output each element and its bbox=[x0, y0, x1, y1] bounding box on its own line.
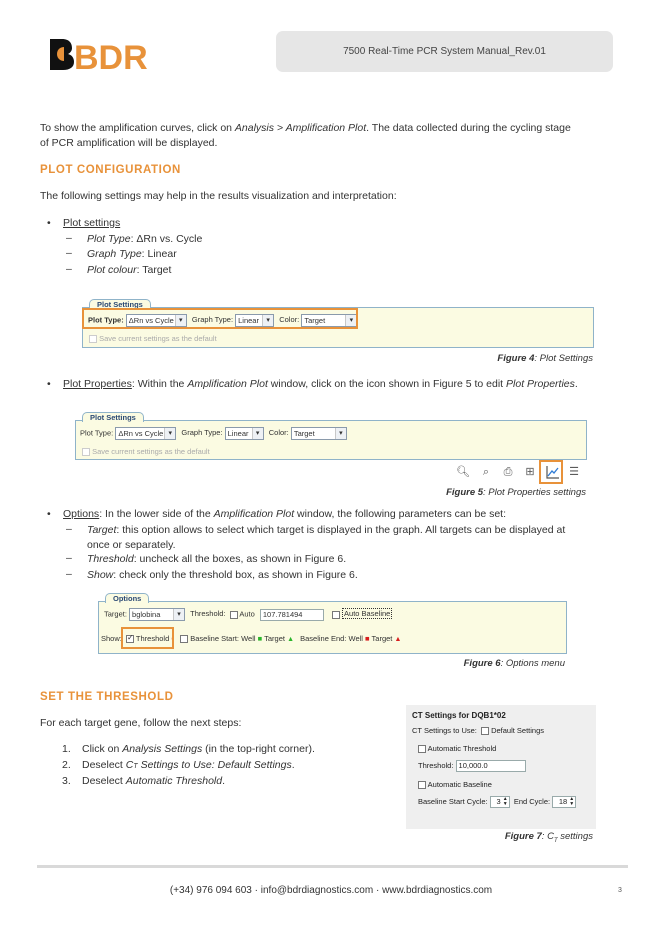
figure-6-caption: Figure 6: Options menu bbox=[463, 658, 565, 669]
save-default-checkbox[interactable] bbox=[82, 448, 90, 456]
graph-type-select[interactable]: Linear ▾ bbox=[235, 314, 274, 327]
threshold-row bbox=[418, 760, 526, 772]
auto-baseline-checkbox[interactable] bbox=[332, 611, 340, 619]
baseline-start-cycle-label: Baseline Start Cycle: bbox=[418, 796, 488, 806]
plot-configuration-heading: PLOT CONFIGURATION bbox=[40, 164, 181, 176]
auto-baseline-row bbox=[418, 780, 492, 789]
threshold-input[interactable]: 107.781494 bbox=[260, 609, 324, 621]
bdr-logo bbox=[48, 36, 148, 77]
plot-properties-line: Plot Properties: Within the Amplification Plot window, click on the icon shown in Figure 5 to edit Plot Properties. bbox=[63, 378, 578, 390]
ct-to-use-row bbox=[412, 726, 544, 735]
intro-menu-path: Analysis > Amplification Plot bbox=[234, 122, 367, 134]
auto-threshold-checkbox[interactable] bbox=[230, 611, 238, 619]
threshold-marker-icon: ▪ bbox=[171, 634, 175, 643]
green-square-icon: ■ bbox=[257, 634, 263, 643]
highlight-box bbox=[539, 460, 563, 484]
dash: – bbox=[66, 552, 72, 564]
chevron-down-icon: ▾ bbox=[262, 315, 273, 326]
plot-settings-title: Plot settings bbox=[63, 217, 121, 229]
dash: – bbox=[66, 263, 72, 275]
plot-type-label: Plot Type: bbox=[80, 428, 114, 438]
default-settings-label: Default Settings bbox=[491, 726, 545, 735]
options-row-1 bbox=[104, 608, 392, 621]
default-settings-checkbox[interactable] bbox=[481, 727, 489, 735]
figure-7-caption: Figure 7: $C_T$ settings bbox=[504, 831, 593, 844]
baseline-start-label: Baseline Start: bbox=[190, 634, 239, 643]
dash: – bbox=[66, 568, 72, 580]
threshold-label: Threshold: bbox=[190, 609, 226, 619]
graph-type-label: Graph Type: bbox=[181, 428, 223, 438]
plot-type-select[interactable]: ΔRn vs Cycle ▾ bbox=[126, 314, 187, 327]
chevron-down-icon: ▾ bbox=[345, 315, 356, 326]
ct-settings-panel bbox=[406, 705, 596, 829]
zoom-out-icon[interactable]: ⌕ bbox=[482, 466, 490, 478]
print-icon[interactable]: ⎙ bbox=[503, 466, 513, 478]
color-select[interactable]: Target ▾ bbox=[301, 314, 357, 327]
step-1: 1. Click on Analysis Settings (in the top-right corner). bbox=[62, 743, 315, 755]
red-square-icon: ■ bbox=[365, 634, 370, 643]
target-label: Target bbox=[264, 634, 285, 643]
spinner-arrows-icon[interactable]: ▲ ▼ bbox=[569, 796, 575, 807]
save-default-label: Save current settings as the default bbox=[99, 334, 217, 343]
auto-baseline-label: Auto Baseline bbox=[344, 609, 391, 619]
show-item: Show: check only the threshold box, as shown in Figure 6. bbox=[87, 569, 358, 581]
red-triangle-icon: ▲ bbox=[394, 636, 402, 643]
footer-contact: (+34) 976 094 603 · info@bdrdiagnostics.com · www.bdrdiagnostics.com bbox=[169, 885, 493, 896]
list-icon[interactable]: ☰ bbox=[569, 466, 579, 478]
bullet-dot: • bbox=[47, 508, 51, 520]
show-threshold-label: Threshold bbox=[135, 634, 170, 643]
chevron-down-icon: ▾ bbox=[173, 609, 184, 620]
graph-type-select[interactable]: Linear ▾ bbox=[225, 427, 264, 440]
footer-divider bbox=[37, 865, 628, 868]
automatic-baseline-label: Automatic Baseline bbox=[427, 780, 492, 789]
save-default-label: Save current settings as the default bbox=[92, 447, 210, 456]
zoom-in-icon[interactable]: 🔍︎ bbox=[456, 466, 470, 478]
baseline-end-label: Baseline End: bbox=[300, 634, 347, 643]
target-label: Target bbox=[371, 634, 393, 643]
plot-type-label: Plot Type: bbox=[88, 315, 124, 325]
step-2: 2. Deselect CT Settings to Use: Default Settings. bbox=[62, 759, 295, 771]
plot-config-lead: The following settings may help in the results visualization and interpretation: bbox=[40, 190, 397, 202]
panel-tab: Options bbox=[105, 593, 149, 603]
color-label: Color: bbox=[268, 428, 289, 438]
graph-type-label: Graph Type: bbox=[191, 315, 234, 325]
plot-type-select[interactable]: ΔRn vs Cycle ▾ bbox=[115, 427, 176, 440]
target-select[interactable]: bglobina ▾ bbox=[129, 608, 185, 621]
threshold-value-input[interactable]: 10,000.0 bbox=[456, 760, 526, 772]
set-threshold-heading: SET THE THRESHOLD bbox=[40, 691, 174, 703]
baseline-cycles-row bbox=[418, 796, 576, 808]
threshold-lead: For each target gene, follow the next steps: bbox=[40, 717, 242, 729]
highlight-box bbox=[121, 627, 174, 649]
highlight-box bbox=[82, 308, 358, 329]
chevron-down-icon: ▾ bbox=[164, 428, 175, 439]
end-cycle-label: End Cycle: bbox=[513, 796, 551, 806]
end-cycle-spinner[interactable]: 18 ▲ ▼ bbox=[552, 796, 576, 808]
panel-tab: Plot Settings bbox=[82, 412, 144, 422]
well-label: Well bbox=[348, 634, 363, 643]
auto-label: Auto bbox=[239, 609, 255, 619]
well-label: Well bbox=[241, 634, 256, 643]
export-icon[interactable]: ⊞ bbox=[525, 466, 535, 478]
intro-text-1: To show the amplification curves, click on bbox=[40, 122, 235, 134]
document-title-banner bbox=[276, 31, 613, 72]
options-line: Options: In the lower side of the Amplification Plot window, the following parameters can be set: bbox=[63, 508, 507, 520]
plot-settings-row bbox=[80, 427, 347, 440]
panel-tab: Plot Settings bbox=[89, 299, 151, 309]
automatic-baseline-checkbox[interactable] bbox=[418, 781, 426, 789]
show-label: Show: bbox=[101, 634, 122, 643]
save-default-row bbox=[82, 447, 210, 456]
figure-5-caption: Figure 5: Plot Properties settings bbox=[446, 487, 586, 498]
target-label: Target: bbox=[104, 609, 127, 619]
bullet-dot: • bbox=[47, 217, 51, 229]
plot-colour-item: Plot colour: Target bbox=[87, 264, 172, 276]
chevron-down-icon: ▾ bbox=[252, 428, 263, 439]
color-select[interactable]: Target ▾ bbox=[291, 427, 347, 440]
threshold-item: Threshold: uncheck all the boxes, as shown in Figure 6. bbox=[87, 553, 347, 565]
ct-to-use-label: CT Settings to Use: bbox=[412, 726, 477, 735]
chevron-down-icon: ▾ bbox=[175, 315, 186, 326]
baseline-checkbox[interactable] bbox=[180, 635, 188, 643]
baseline-start-cycle-spinner[interactable]: 3 ▲ ▼ bbox=[490, 796, 510, 808]
intro-paragraph bbox=[40, 121, 624, 151]
save-default-checkbox[interactable] bbox=[89, 335, 97, 343]
page-number: 3 bbox=[618, 887, 622, 894]
dash: – bbox=[66, 523, 72, 535]
green-triangle-icon: ▲ bbox=[287, 636, 295, 643]
dash: – bbox=[66, 247, 72, 259]
color-label: Color: bbox=[279, 315, 300, 325]
figure-4-caption: Figure 4: Plot Settings bbox=[497, 353, 593, 364]
dash: – bbox=[66, 232, 72, 244]
intro-text-2: . The data collected during the cycling stage bbox=[366, 122, 571, 134]
threshold-steps bbox=[62, 743, 315, 791]
ct-settings-title: CT Settings for DQB1*02 bbox=[412, 711, 506, 720]
document-title: 7500 Real-Time PCR System Manual_Rev.01 bbox=[343, 46, 546, 57]
bullet-dot: • bbox=[47, 378, 51, 390]
automatic-threshold-label: Automatic Threshold bbox=[427, 744, 497, 753]
graph-type-item: Graph Type: Linear bbox=[87, 248, 177, 260]
threshold-label: Threshold: bbox=[418, 760, 454, 770]
automatic-threshold-checkbox[interactable] bbox=[418, 745, 426, 753]
step-3: 3. Deselect Automatic Threshold. bbox=[62, 775, 225, 787]
save-default-row bbox=[89, 334, 217, 343]
chevron-down-icon: ▾ bbox=[335, 428, 346, 439]
logo-text: BDR bbox=[74, 39, 148, 77]
plot-settings-panel-fig5 bbox=[75, 413, 587, 460]
plot-type-item: Plot Type: ΔRn vs. Cycle bbox=[87, 233, 203, 245]
auto-threshold-row bbox=[418, 744, 496, 753]
target-item: Target: this option allows to select which target is displayed in the graph. All targets can be displayed at once or separately. bbox=[87, 524, 566, 551]
intro-text-3: of PCR amplification will be displayed. bbox=[40, 137, 218, 149]
spinner-arrows-icon[interactable]: ▲ ▼ bbox=[502, 796, 508, 807]
